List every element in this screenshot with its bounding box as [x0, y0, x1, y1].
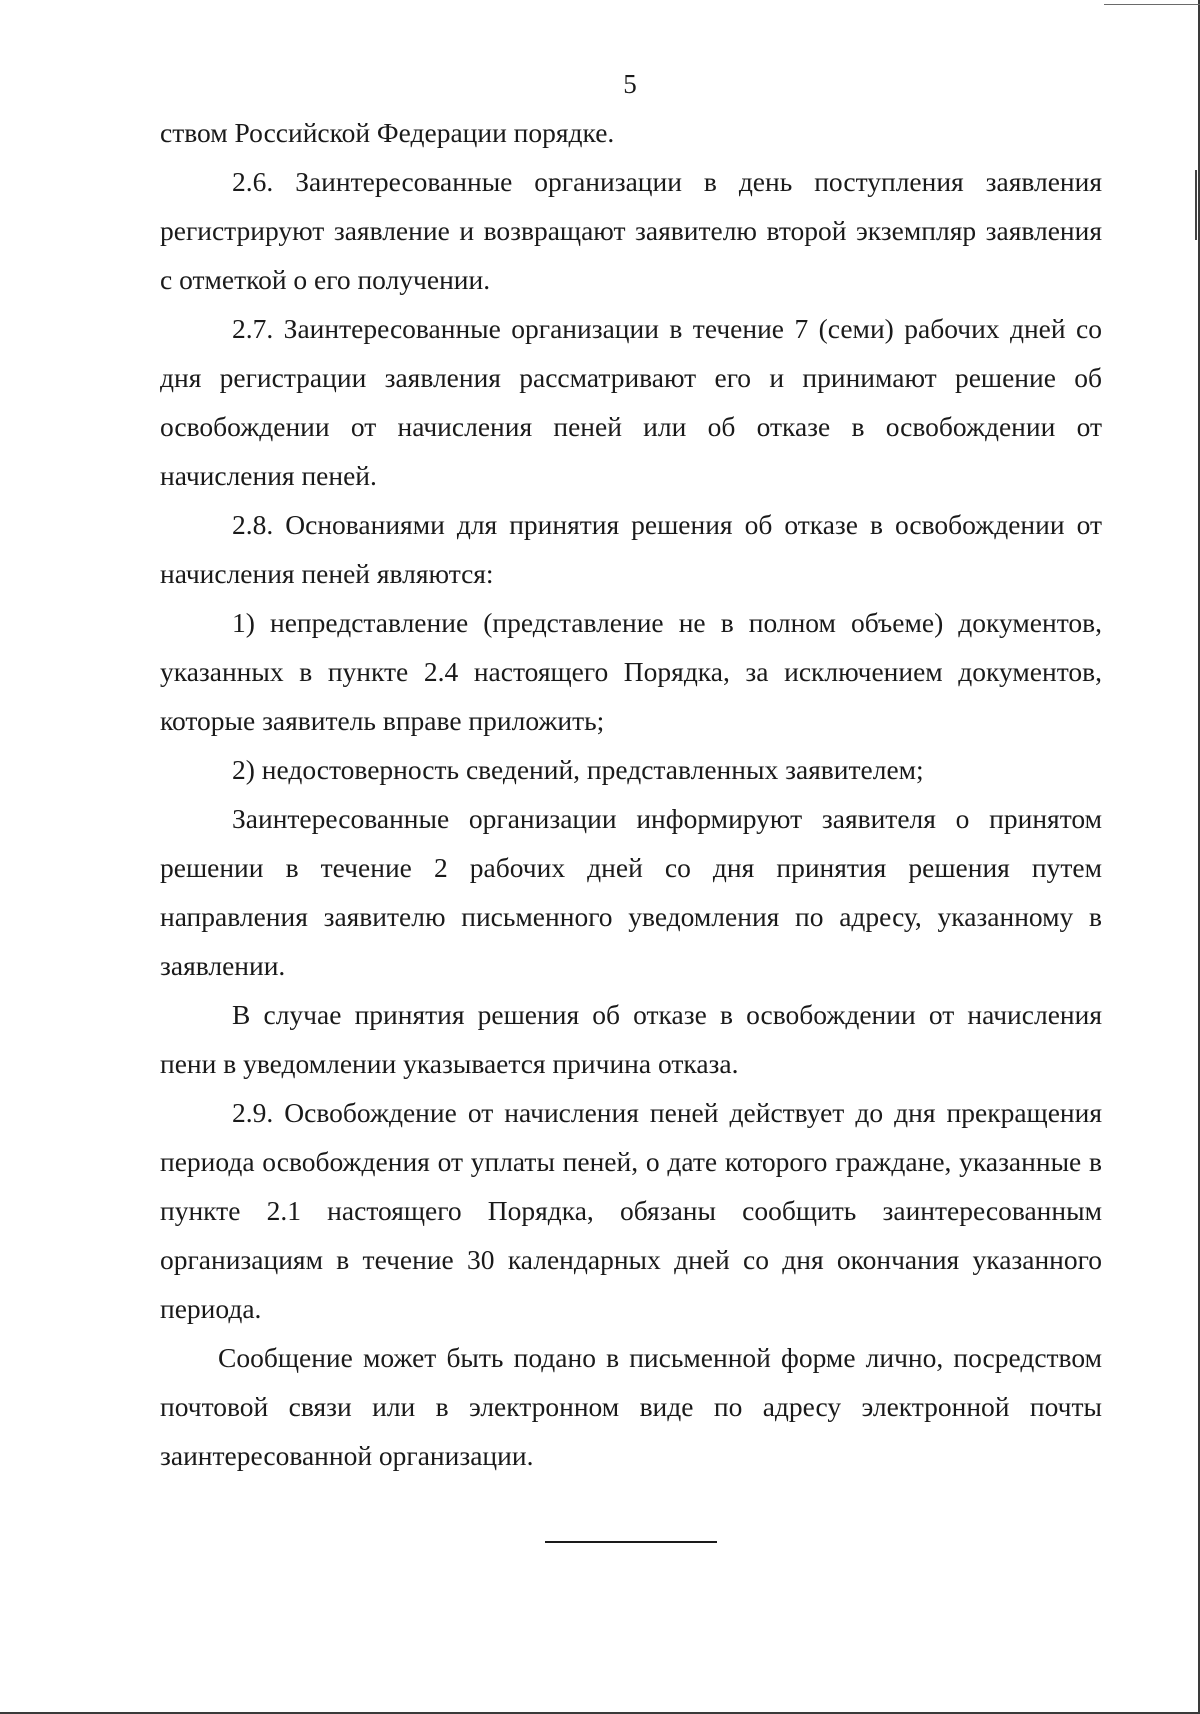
paragraph-refusal-reason: В случае принятия решения об отказе в освобождении от начисления пени в уведомлении указывается причина отказа.	[160, 999, 1102, 1079]
end-of-document-rule	[545, 1541, 717, 1543]
paragraph-notification: Заинтересованные организации информируют заявителя о принятом решении в течение 2 рабочих дней со дня принятия решения путем направления заявителю письменного уведомления по адресу, указанному в заявлении.	[160, 803, 1102, 981]
paragraph-message: Сообщение может быть подано в письменной форме лично, посредством почтовой связи или в электронном виде по адресу электронной почты заинтересованной организации.	[160, 1342, 1102, 1471]
list-item-2: 2) недостоверность сведений, представленных заявителем;	[232, 754, 924, 785]
paragraph-2-8: 2.8. Основаниями для принятия решения об отказе в освобождении от начисления пеней являются:	[160, 509, 1102, 589]
paragraph-2-7: 2.7. Заинтересованные организации в течение 7 (семи) рабочих дней со дня регистрации заявления рассматривают его и принимают решение об освобождении от начисления пеней или об отказе в освобождении от начисления пеней.	[160, 313, 1102, 491]
list-item-1: 1) непредставление (представление не в полном объеме) документов, указанных в пункте 2.4 настоящего Порядка, за исключением документов, которые заявитель вправе приложить;	[160, 607, 1102, 736]
page-number: 5	[623, 69, 637, 99]
paragraph-2-9: 2.9. Освобождение от начисления пеней действует до дня прекращения периода освобождения от уплаты пеней, о дате которого граждане, указанные в пункте 2.1 настоящего Порядка, обязаны сообщить заинтересованным организациям в течение 30 календарных дней со дня окончания указанного периода.	[160, 1097, 1102, 1324]
document-body	[160, 108, 1102, 1480]
scan-edge-top	[1104, 4, 1200, 5]
paragraph-2-6: 2.6. Заинтересованные организации в день поступления заявления регистрируют заявление и возвращают заявителю второй экземпляр заявления с отметкой о его получении.	[160, 166, 1102, 295]
scan-mark	[1195, 170, 1197, 240]
paragraph-continuation: ством Российской Федерации порядке.	[160, 117, 615, 148]
